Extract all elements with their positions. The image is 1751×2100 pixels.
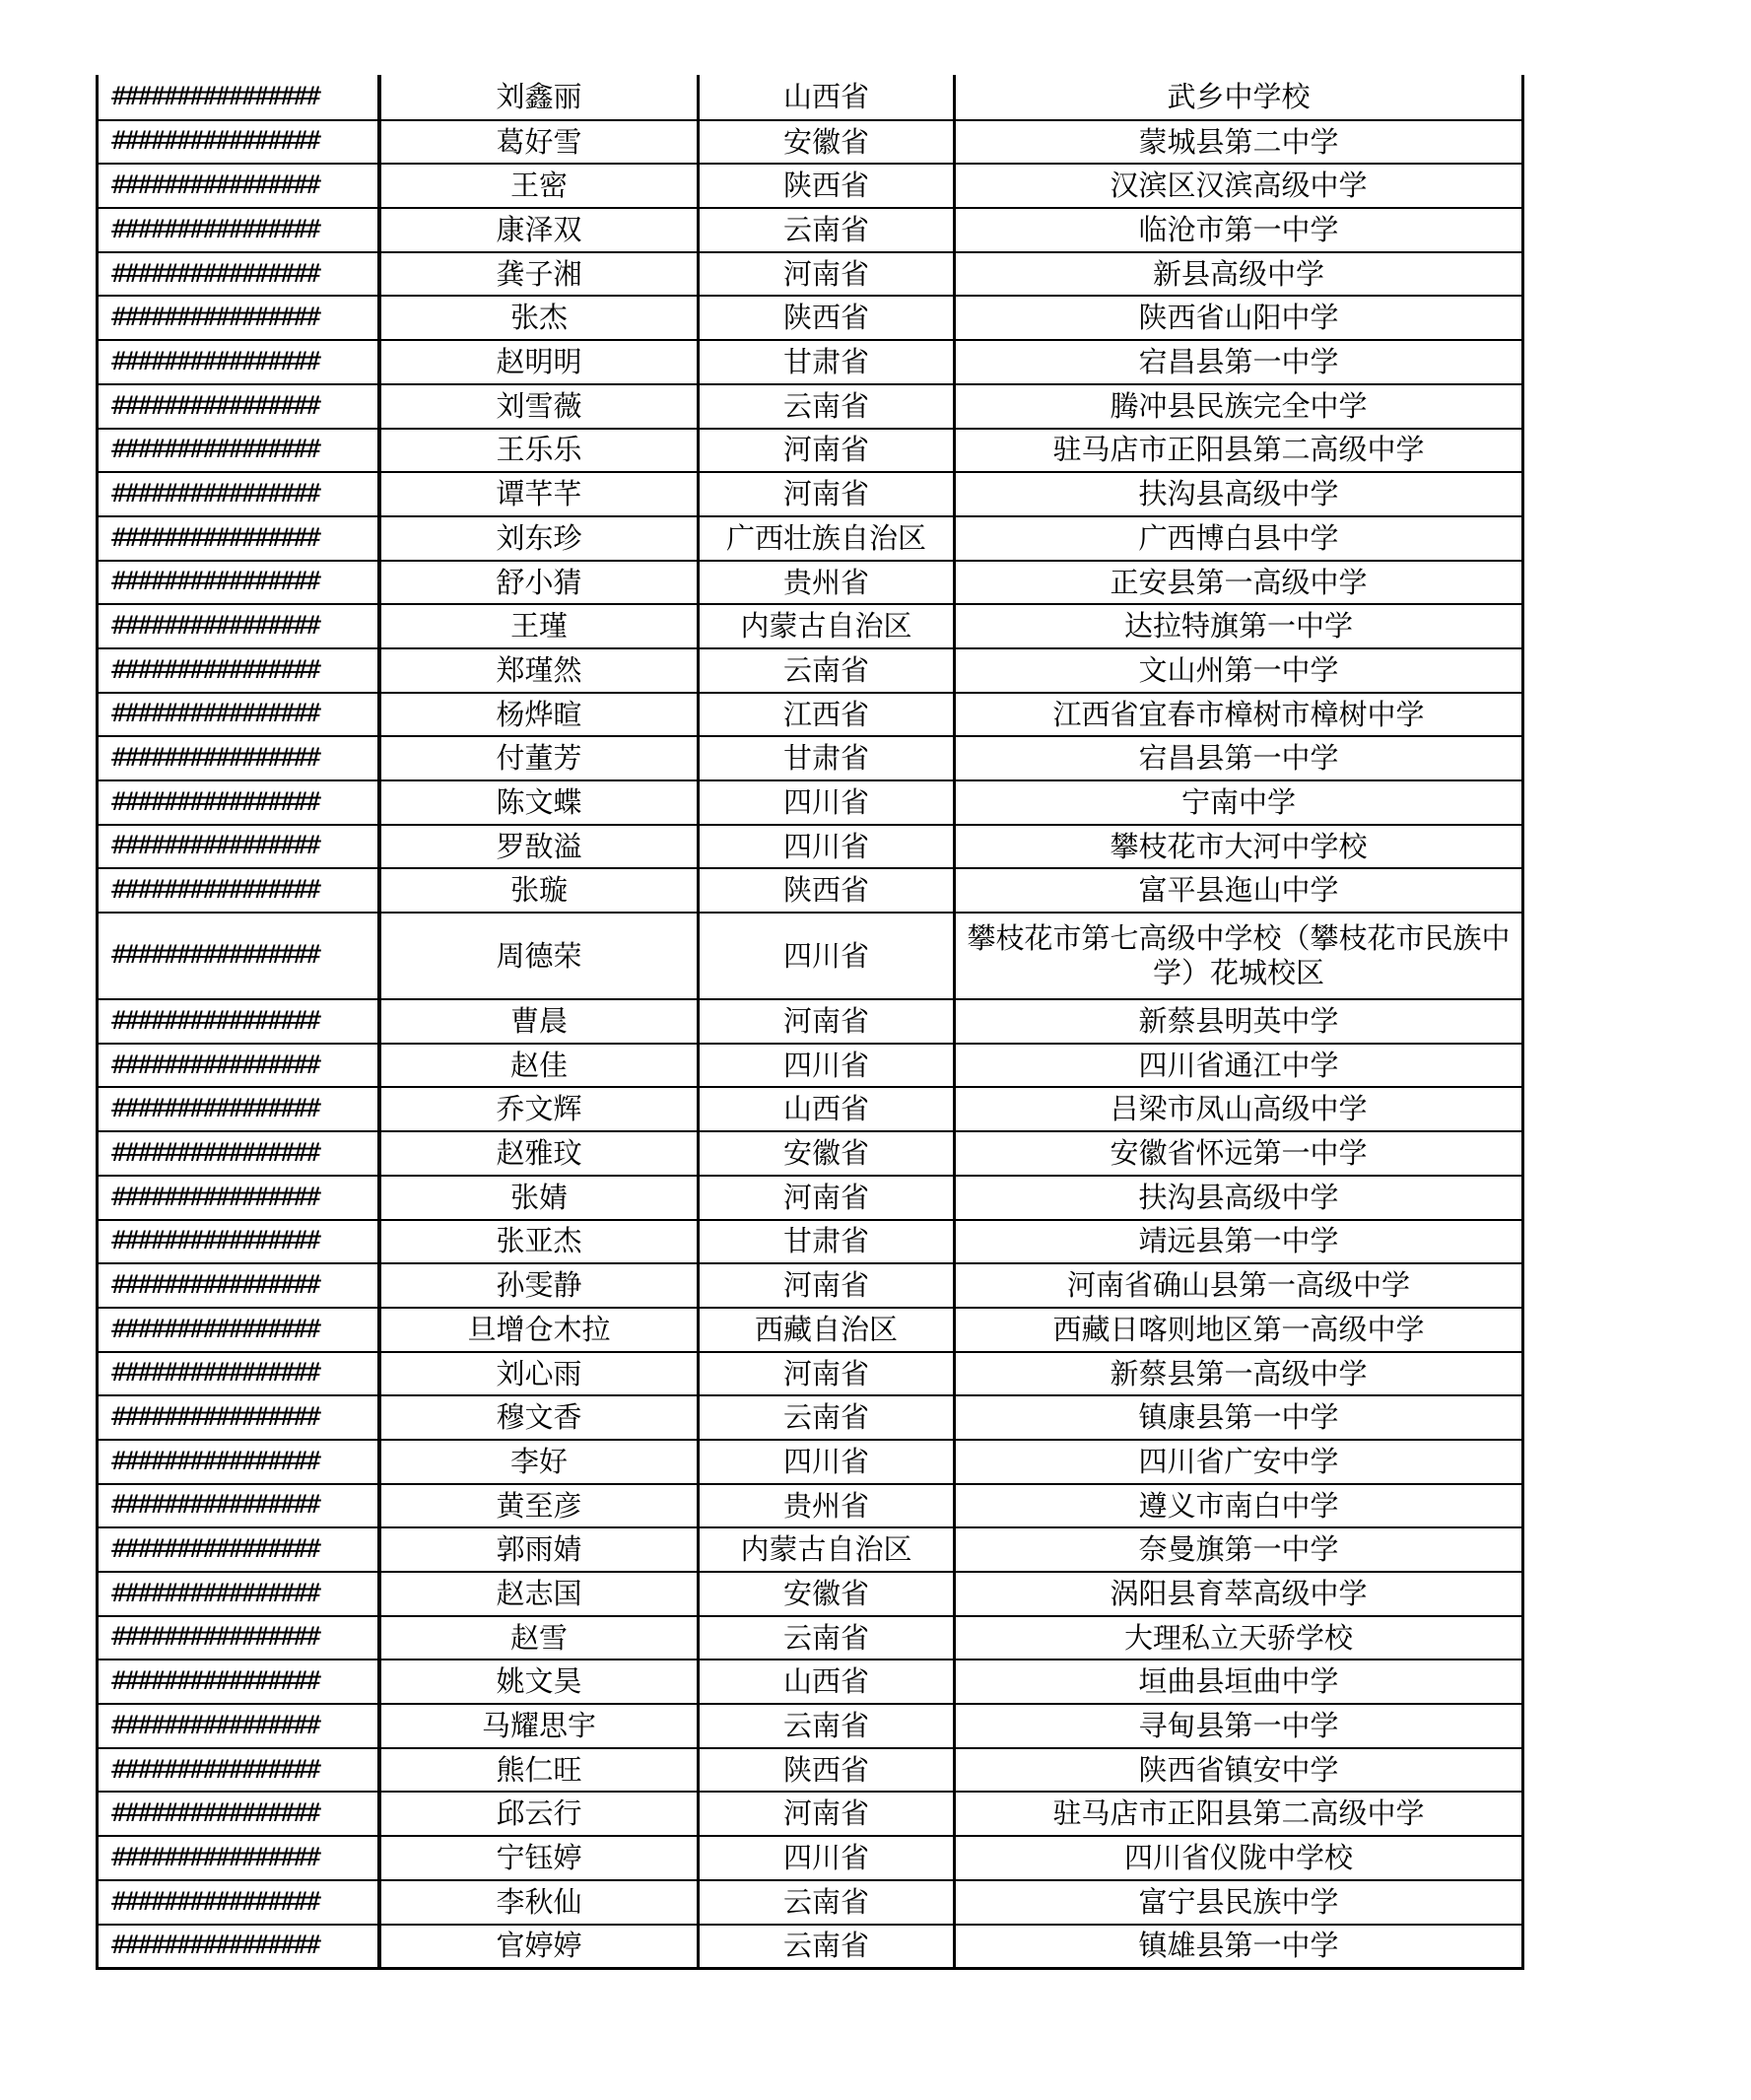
name-cell[interactable]: 王乐乐 xyxy=(381,430,700,472)
province-cell[interactable]: 贵州省 xyxy=(700,562,956,604)
table-row xyxy=(99,428,1521,472)
province-cell[interactable]: 河南省 xyxy=(700,430,956,472)
province-cell[interactable]: 陕西省 xyxy=(700,869,956,912)
province-cell[interactable]: 河南省 xyxy=(700,473,956,515)
id-cell[interactable]: ################ xyxy=(99,869,381,912)
school-cell[interactable]: 驻马店市正阳县第二高级中学 xyxy=(1052,1796,1425,1831)
table-row xyxy=(99,912,1521,998)
id-cell[interactable]: ################ xyxy=(99,121,381,164)
table-row xyxy=(99,163,1521,207)
school-cell[interactable]: 宕昌县第一中学 xyxy=(1138,741,1339,776)
table-row xyxy=(99,383,1521,428)
name-cell[interactable]: 黄至彦 xyxy=(381,1485,700,1527)
table-row xyxy=(99,207,1521,251)
name-cell[interactable]: 赵雅玟 xyxy=(381,1132,700,1175)
table-row xyxy=(99,1924,1521,1968)
table-row xyxy=(99,339,1521,383)
table-row xyxy=(99,1791,1521,1835)
id-cell[interactable]: ################ xyxy=(99,1000,381,1043)
id-cell[interactable]: ################ xyxy=(99,473,381,515)
province-cell[interactable]: 四川省 xyxy=(700,826,956,868)
school-cell[interactable]: 汉滨区汉滨高级中学 xyxy=(1110,169,1368,203)
school-cell[interactable]: 寻甸县第一中学 xyxy=(1138,1709,1339,1742)
name-cell[interactable]: 郭雨婧 xyxy=(381,1528,700,1571)
province-cell[interactable]: 四川省 xyxy=(700,1837,956,1879)
province-cell[interactable]: 河南省 xyxy=(700,1264,956,1307)
province-cell[interactable]: 山西省 xyxy=(700,1088,956,1130)
school-cell[interactable]: 新蔡县第一高级中学 xyxy=(1110,1356,1368,1390)
table-row xyxy=(99,1571,1521,1615)
school-cell[interactable]: 攀枝花市第七高级中学校（攀枝花市民族中学）花城校区 xyxy=(967,921,1511,990)
name-cell[interactable]: 刘鑫丽 xyxy=(381,75,700,119)
province-cell[interactable]: 内蒙古自治区 xyxy=(700,1528,956,1571)
name-cell[interactable]: 宁钰婷 xyxy=(381,1837,700,1879)
name-cell[interactable]: 熊仁旺 xyxy=(381,1749,700,1792)
name-cell[interactable]: 谭芊芊 xyxy=(381,473,700,515)
school-cell[interactable]: 吕梁市凤山高级中学 xyxy=(1110,1092,1368,1126)
id-cell[interactable]: ################ xyxy=(99,1396,381,1439)
province-cell[interactable]: 四川省 xyxy=(700,914,956,998)
table-row xyxy=(99,75,1521,119)
table-row xyxy=(99,1043,1521,1087)
table-row xyxy=(99,1747,1521,1792)
school-cell[interactable]: 镇康县第一中学 xyxy=(1138,1400,1339,1435)
name-cell[interactable]: 孙雯静 xyxy=(381,1264,700,1307)
province-cell[interactable]: 贵州省 xyxy=(700,1485,956,1527)
province-cell[interactable]: 河南省 xyxy=(700,1177,956,1219)
name-cell[interactable]: 李好 xyxy=(381,1441,700,1483)
province-cell[interactable]: 西藏自治区 xyxy=(700,1309,956,1351)
province-cell[interactable]: 江西省 xyxy=(700,694,956,736)
table-row xyxy=(99,1351,1521,1395)
name-cell[interactable]: 王密 xyxy=(381,165,700,207)
school-cell[interactable]: 遵义市南白中学 xyxy=(1138,1488,1339,1523)
school-cell[interactable]: 临沧市第一中学 xyxy=(1138,213,1339,246)
id-cell[interactable]: ################ xyxy=(99,1309,381,1351)
id-cell[interactable]: ################ xyxy=(99,1660,381,1703)
id-cell[interactable]: ################ xyxy=(99,1132,381,1175)
name-cell[interactable]: 付董芳 xyxy=(381,737,700,779)
table-row xyxy=(99,1483,1521,1527)
id-cell[interactable]: ################ xyxy=(99,1749,381,1792)
school-cell[interactable]: 蒙城县第二中学 xyxy=(1138,124,1339,159)
province-cell[interactable]: 山西省 xyxy=(700,75,956,119)
id-cell[interactable]: ################ xyxy=(99,297,381,339)
province-cell[interactable]: 山西省 xyxy=(700,1660,956,1703)
id-cell[interactable]: ################ xyxy=(99,1045,381,1087)
province-cell[interactable]: 安徽省 xyxy=(700,121,956,164)
table-row xyxy=(99,779,1521,824)
name-cell[interactable]: 赵志国 xyxy=(381,1573,700,1615)
table-row xyxy=(99,1659,1521,1703)
spreadsheet-table xyxy=(96,75,1524,1970)
id-cell[interactable]: ################ xyxy=(99,1441,381,1483)
province-cell[interactable]: 河南省 xyxy=(700,1353,956,1395)
name-cell[interactable]: 葛好雪 xyxy=(381,121,700,164)
school-cell[interactable]: 正安县第一高级中学 xyxy=(1110,565,1368,599)
name-cell[interactable]: 刘雪薇 xyxy=(381,385,700,428)
school-cell[interactable]: 江西省宜春市樟树市樟树中学 xyxy=(1052,697,1425,731)
province-cell[interactable]: 广西壮族自治区 xyxy=(700,517,956,560)
school-cell[interactable]: 宕昌县第一中学 xyxy=(1138,345,1339,379)
table-row xyxy=(99,1879,1521,1924)
province-cell[interactable]: 河南省 xyxy=(700,253,956,296)
table-row xyxy=(99,560,1521,604)
name-cell[interactable]: 赵雪 xyxy=(381,1617,700,1660)
province-cell[interactable]: 云南省 xyxy=(700,1881,956,1924)
table-row xyxy=(99,692,1521,736)
table-row xyxy=(99,471,1521,515)
name-cell[interactable]: 旦增仓木拉 xyxy=(381,1309,700,1351)
school-cell[interactable]: 广西博白县中学 xyxy=(1138,520,1339,555)
school-cell[interactable]: 富平县迤山中学 xyxy=(1138,873,1339,908)
table-row xyxy=(99,1262,1521,1307)
province-cell[interactable]: 四川省 xyxy=(700,781,956,824)
id-cell[interactable]: ################ xyxy=(99,341,381,383)
name-cell[interactable]: 姚文昊 xyxy=(381,1660,700,1703)
name-cell[interactable]: 王瑾 xyxy=(381,605,700,647)
id-cell[interactable]: ################ xyxy=(99,209,381,251)
school-cell[interactable]: 镇雄县第一中学 xyxy=(1138,1929,1339,1963)
name-cell[interactable]: 康泽双 xyxy=(381,209,700,251)
school-cell[interactable]: 陕西省镇安中学 xyxy=(1138,1752,1339,1787)
id-cell[interactable]: ################ xyxy=(99,385,381,428)
name-cell[interactable]: 周德荣 xyxy=(381,914,700,998)
table-row xyxy=(99,1835,1521,1879)
name-cell[interactable]: 乔文辉 xyxy=(381,1088,700,1130)
province-cell[interactable]: 云南省 xyxy=(700,385,956,428)
province-cell[interactable]: 陕西省 xyxy=(700,165,956,207)
school-cell[interactable]: 攀枝花市大河中学校 xyxy=(1110,829,1368,863)
name-cell[interactable]: 张亚杰 xyxy=(381,1221,700,1263)
province-cell[interactable]: 云南省 xyxy=(700,1926,956,1968)
id-cell[interactable]: ################ xyxy=(99,649,381,692)
school-cell[interactable]: 靖远县第一中学 xyxy=(1138,1224,1339,1258)
table-row xyxy=(99,251,1521,296)
id-cell[interactable]: ################ xyxy=(99,517,381,560)
table-row xyxy=(99,867,1521,912)
name-cell[interactable]: 官婷婷 xyxy=(381,1926,700,1968)
province-cell[interactable]: 云南省 xyxy=(700,1705,956,1747)
school-cell[interactable]: 新县高级中学 xyxy=(1152,256,1324,291)
school-cell[interactable]: 驻马店市正阳县第二高级中学 xyxy=(1052,433,1425,467)
school-cell[interactable]: 四川省通江中学 xyxy=(1138,1048,1339,1082)
name-cell[interactable]: 曹晨 xyxy=(381,1000,700,1043)
table-row xyxy=(99,824,1521,868)
table-row xyxy=(99,998,1521,1043)
table-row xyxy=(99,515,1521,560)
name-cell[interactable]: 张璇 xyxy=(381,869,700,912)
province-cell[interactable]: 安徽省 xyxy=(700,1573,956,1615)
id-cell[interactable]: ################ xyxy=(99,1881,381,1924)
name-cell[interactable]: 刘心雨 xyxy=(381,1353,700,1395)
id-cell[interactable]: ################ xyxy=(99,165,381,207)
table-row xyxy=(99,295,1521,339)
name-cell[interactable]: 刘东珍 xyxy=(381,517,700,560)
id-cell[interactable]: ################ xyxy=(99,430,381,472)
name-cell[interactable]: 赵明明 xyxy=(381,341,700,383)
id-cell[interactable]: ################ xyxy=(99,1264,381,1307)
school-cell[interactable]: 奈曼旗第一中学 xyxy=(1138,1532,1339,1567)
school-cell[interactable]: 扶沟县高级中学 xyxy=(1138,1180,1339,1214)
school-cell[interactable]: 四川省广安中学 xyxy=(1138,1444,1339,1478)
id-cell[interactable]: ################ xyxy=(99,1485,381,1527)
province-cell[interactable]: 云南省 xyxy=(700,209,956,251)
name-cell[interactable]: 罗敔溢 xyxy=(381,826,700,868)
province-cell[interactable]: 甘肃省 xyxy=(700,1221,956,1263)
province-cell[interactable]: 安徽省 xyxy=(700,1132,956,1175)
school-cell[interactable]: 新蔡县明英中学 xyxy=(1138,1004,1339,1038)
school-cell[interactable]: 陕西省山阳中学 xyxy=(1138,301,1339,335)
id-cell[interactable]: ################ xyxy=(99,253,381,296)
school-cell[interactable]: 四川省仪陇中学校 xyxy=(1123,1841,1353,1875)
table-row xyxy=(99,1219,1521,1263)
id-cell[interactable]: ################ xyxy=(99,1353,381,1395)
id-cell[interactable]: ################ xyxy=(99,781,381,824)
name-cell[interactable]: 李秋仙 xyxy=(381,1881,700,1924)
name-cell[interactable]: 舒小猜 xyxy=(381,562,700,604)
name-cell[interactable]: 赵佳 xyxy=(381,1045,700,1087)
name-cell[interactable]: 张婧 xyxy=(381,1177,700,1219)
id-cell[interactable]: ################ xyxy=(99,737,381,779)
name-cell[interactable]: 张杰 xyxy=(381,297,700,339)
province-cell[interactable]: 云南省 xyxy=(700,649,956,692)
id-cell[interactable]: ################ xyxy=(99,1837,381,1879)
name-cell[interactable]: 杨烨暄 xyxy=(381,694,700,736)
id-cell[interactable]: ################ xyxy=(99,914,381,998)
id-cell[interactable]: ################ xyxy=(99,1793,381,1835)
school-cell[interactable]: 富宁县民族中学 xyxy=(1138,1884,1339,1919)
province-cell[interactable]: 甘肃省 xyxy=(700,737,956,779)
province-cell[interactable]: 河南省 xyxy=(700,1000,956,1043)
province-cell[interactable]: 云南省 xyxy=(700,1617,956,1660)
id-cell[interactable]: ################ xyxy=(99,75,381,119)
table-row xyxy=(99,735,1521,779)
table-row xyxy=(99,119,1521,164)
table-row xyxy=(99,603,1521,647)
school-cell[interactable]: 宁南中学 xyxy=(1180,784,1296,819)
name-cell[interactable]: 马耀思宇 xyxy=(381,1705,700,1747)
table-row xyxy=(99,1439,1521,1483)
id-cell[interactable]: ################ xyxy=(99,1573,381,1615)
table-row xyxy=(99,1130,1521,1175)
name-cell[interactable]: 龚子湘 xyxy=(381,253,700,296)
name-cell[interactable]: 穆文香 xyxy=(381,1396,700,1439)
province-cell[interactable]: 云南省 xyxy=(700,1396,956,1439)
school-cell[interactable]: 武乡中学校 xyxy=(1167,79,1311,113)
table-row xyxy=(99,1086,1521,1130)
name-cell[interactable]: 郑瑾然 xyxy=(381,649,700,692)
province-cell[interactable]: 内蒙古自治区 xyxy=(700,605,956,647)
province-cell[interactable]: 陕西省 xyxy=(700,1749,956,1792)
id-cell[interactable]: ################ xyxy=(99,605,381,647)
table-row xyxy=(99,1307,1521,1351)
school-cell[interactable]: 垣曲县垣曲中学 xyxy=(1138,1664,1339,1699)
school-cell[interactable]: 安徽省怀远第一中学 xyxy=(1110,1136,1368,1171)
province-cell[interactable]: 甘肃省 xyxy=(700,341,956,383)
province-cell[interactable]: 四川省 xyxy=(700,1045,956,1087)
school-cell[interactable]: 扶沟县高级中学 xyxy=(1138,477,1339,511)
table-row xyxy=(99,1703,1521,1747)
table-row xyxy=(99,647,1521,692)
id-cell[interactable]: ################ xyxy=(99,1221,381,1263)
school-cell[interactable]: 腾冲县民族完全中学 xyxy=(1110,388,1368,423)
school-cell[interactable]: 文山州第一中学 xyxy=(1138,652,1339,687)
id-cell[interactable]: ################ xyxy=(99,1528,381,1571)
name-cell[interactable]: 邱云行 xyxy=(381,1793,700,1835)
id-cell[interactable]: ################ xyxy=(99,1617,381,1660)
id-cell[interactable]: ################ xyxy=(99,694,381,736)
school-cell[interactable]: 大理私立天骄学校 xyxy=(1123,1620,1353,1655)
table-row xyxy=(99,1175,1521,1219)
province-cell[interactable]: 河南省 xyxy=(700,1793,956,1835)
id-cell[interactable]: ################ xyxy=(99,1926,381,1968)
province-cell[interactable]: 四川省 xyxy=(700,1441,956,1483)
school-cell[interactable]: 达拉特旗第一中学 xyxy=(1123,609,1353,644)
school-cell[interactable]: 涡阳县育萃高级中学 xyxy=(1110,1576,1368,1610)
table-row xyxy=(99,1394,1521,1439)
school-cell[interactable]: 西藏日喀则地区第一高级中学 xyxy=(1052,1312,1425,1346)
id-cell[interactable]: ################ xyxy=(99,1177,381,1219)
school-cell[interactable]: 河南省确山县第一高级中学 xyxy=(1066,1268,1410,1303)
table-row xyxy=(99,1615,1521,1660)
name-cell[interactable]: 陈文蝶 xyxy=(381,781,700,824)
province-cell[interactable]: 陕西省 xyxy=(700,297,956,339)
id-cell[interactable]: ################ xyxy=(99,826,381,868)
id-cell[interactable]: ################ xyxy=(99,1088,381,1130)
table-row xyxy=(99,1526,1521,1571)
id-cell[interactable]: ################ xyxy=(99,562,381,604)
id-cell[interactable]: ################ xyxy=(99,1705,381,1747)
